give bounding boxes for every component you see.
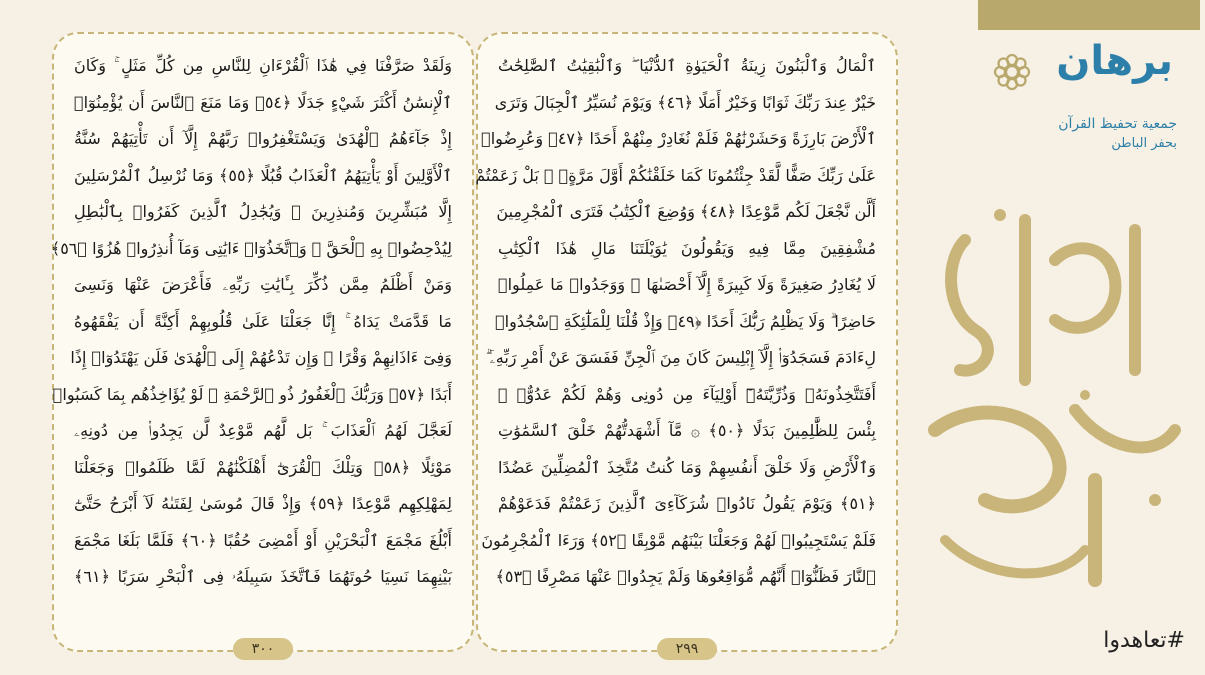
verse-line: لِيُدْحِضُوا۟ بِهِ ٱلْحَقَّ ۖ وَٱتَّخَذُوٓا۟ ءَايَٰتِى وَمَآ أُنذِرُوا۟ هُزُوًا ﴿٥٦﴾ [50, 238, 452, 258]
verse-line: لِمَهْلِكِهِم مَّوْعِدًا ﴿٥٩﴾ وَإِذْ قَالَ مُوسَىٰ لِفَتَىٰهُ لَآ أَبْرَحُ حَتَّىٰٓ [74, 494, 453, 513]
verse-line: وَٱلْأَرْضِ وَلَا خَلْقَ أَنفُسِهِمْ وَمَا كُنتُ مُتَّخِذَ ٱلْمُضِلِّينَ عَضُدًا [498, 457, 876, 477]
verse-line: لَعَجَّلَ لَهُمُ ٱلْعَذَابَ ۚ بَل لَّهُم مَّوْعِدٌ لَّن يَجِدُوا۟ مِن دُونِهِۦ [74, 421, 452, 440]
verse-line: ٱلْمَالُ وَٱلْبَنُونَ زِينَةُ ٱلْحَيَوٰةِ ٱلدُّنْيَا ۖ وَٱلْبَٰقِيَٰتُ ٱلصَّٰلِحَٰتُ [498, 56, 876, 75]
verse-line: خَيْرٌ عِندَ رَبِّكَ ثَوَابًا وَخَيْرٌ أَمَلًا ﴿٤٦﴾ وَيَوْمَ نُسَيِّرُ ٱلْجِبَالَ وَتَرَى [494, 92, 876, 112]
verse-line: ٱلْإِنسَٰنُ أَكْثَرَ شَيْءٍ جَدَلًا ﴿٥٤﴾ وَمَا مَنَعَ ٱلنَّاسَ أَن يُؤْمِنُوٓا۟ [74, 92, 453, 112]
verse-line: ٱلْأَرْضَ بَارِزَةً وَحَشَرْنَٰهُمْ فَلَمْ نُغَادِرْ مِنْهُمْ أَحَدًا ﴿٤٧﴾ وَعُرِضُوا۟ [481, 129, 876, 148]
verse-line: أَبْلُغَ مَجْمَعَ ٱلْبَحْرَيْنِ أَوْ أَمْضِىَ حُقُبًا ﴿٦٠﴾ فَلَمَّا بَلَغَا مَجْمَعَ [74, 530, 453, 550]
campaign-title-calligraphy [905, 200, 1205, 600]
verse-line: وَمَنْ أَظْلَمُ مِمَّن ذُكِّرَ بِـَٔايَٰتِ رَبِّهِۦ فَأَعْرَضَ عَنْهَا وَنَسِىَ [74, 275, 452, 294]
verse-line: أَلَّن نَّجْعَلَ لَكُم مَّوْعِدًا ﴿٤٨﴾ وَوُضِعَ ٱلْكِتَٰبُ فَتَرَى ٱلْمُجْرِمِينَ [496, 202, 876, 221]
quran-page-299 [475, 32, 898, 657]
verse-line: أَبَدًا ﴿٥٧﴾ وَرَبُّكَ ٱلْغَفُورُ ذُو ٱلرَّحْمَةِ ۖ لَوْ يُؤَاخِذُهُم بِمَا كَسَبُوا۟ [52, 384, 452, 404]
verse-line: أَفَتَتَّخِذُونَهُۥ وَذُرِّيَّتَهُۥٓ أَوْلِيَآءَ مِن دُونِى وَهُمْ لَكُمْ عَدُوٌّۢ ۚ [498, 384, 876, 404]
verse-line: إِلَّا مُبَشِّرِينَ وَمُنذِرِينَ ۚ وَيُجَٰدِلُ ٱلَّذِينَ كَفَرُوا۟ بِٱلْبَٰطِلِ [74, 202, 452, 221]
verse-line: وَفِىٓ ءَاذَانِهِمْ وَقْرًا ۖ وَإِن تَدْعُهُمْ إِلَى ٱلْهُدَىٰ فَلَن يَهْتَدُوٓا۟ إِذًا [70, 348, 452, 367]
hashtag-text: #تعاهدوا [1103, 628, 1185, 653]
verse-line: لَا يُغَادِرُ صَغِيرَةً وَلَا كَبِيرَةً إِلَّآ أَحْصَىٰهَا ۚ وَوَجَدُوا۟ مَا عَمِلُوا۟ [498, 275, 876, 294]
verse-line: إِذْ جَآءَهُمُ ٱلْهُدَىٰ وَيَسْتَغْفِرُوا۟ رَبَّهُمْ إِلَّآ أَن تَأْتِيَهُمْ سُنَّةُ [74, 129, 452, 148]
page-number: ٢٩٩ [657, 638, 717, 660]
brand-panel [925, 0, 1200, 675]
logo-wordmark: برهان [1056, 38, 1173, 84]
page-number: ٣٠٠ [233, 638, 293, 660]
verse-line: حَاضِرًا ۗ وَلَا يَظْلِمُ رَبُّكَ أَحَدًا ﴿٤٩﴾ وَإِذْ قُلْنَا لِلْمَلَٰٓئِكَةِ ٱسْجُدُوا۟ [495, 311, 876, 331]
verse-line: مَا قَدَّمَتْ يَدَاهُ ۚ إِنَّا جَعَلْنَا عَلَىٰ قُلُوبِهِمْ أَكِنَّةً أَن يَفْقَهُوهُ [74, 311, 452, 331]
org-name: جمعية تحفيظ القرآن [1058, 116, 1177, 132]
verse-line: ﴿٥١﴾ وَيَوْمَ يَقُولُ نَادُوا۟ شُرَكَآءِىَ ٱلَّذِينَ زَعَمْتُمْ فَدَعَوْهُمْ [498, 494, 876, 513]
verse-line: عَلَىٰ رَبِّكَ صَفًّا لَّقَدْ جِئْتُمُونَا كَمَا خَلَقْنَٰكُمْ أَوَّلَ مَرَّةٍۭ ۚ بَلْ زَعَمْتُمْ [475, 165, 876, 185]
verse-line: بِئْسَ لِلظَّٰلِمِينَ بَدَلًا ﴿٥٠﴾ ۞ مَّآ أَشْهَدتُّهُمْ خَلْقَ ٱلسَّمَٰوَٰتِ [498, 421, 877, 440]
calligraphy-art-icon [905, 200, 1205, 600]
campaign-title-text [905, 200, 906, 201]
verse-line: ٱلنَّارَ فَظَنُّوٓا۟ أَنَّهُم مُّوَاقِعُوهَا وَلَمْ يَجِدُوا۟ عَنْهَا مَصْرِفًا ﴿٥٣﴾ [495, 567, 876, 586]
verse-line: لِءَادَمَ فَسَجَدُوٓا۟ إِلَّآ إِبْلِيسَ كَانَ مِنَ ٱلْجِنِّ فَفَسَقَ عَنْ أَمْرِ رَبِّهِۦٓ ۗ [485, 348, 876, 367]
verse-line: وَلَقَدْ صَرَّفْنَا فِي هَٰذَا ٱلْقُرْءَانِ لِلنَّاسِ مِن كُلِّ مَثَلٍ ۚ وَكَانَ [74, 56, 452, 75]
verse-line: ٱلْأَوَّلِينَ أَوْ يَأْتِيَهُمُ ٱلْعَذَابُ قُبُلًا ﴿٥٥﴾ وَمَا نُرْسِلُ ٱلْمُرْسَلِينَ [74, 165, 452, 185]
verse-line: مُشْفِقِينَ مِمَّا فِيهِ وَيَقُولُونَ يَٰوَيْلَتَنَا مَالِ هَٰذَا ٱلْكِتَٰبِ [498, 238, 876, 258]
top-accent-bar [978, 0, 1200, 30]
verse-line: فَلَمْ يَسْتَجِيبُوا۟ لَهُمْ وَجَعَلْنَا بَيْنَهُم مَّوْبِقًا ﴿٥٢﴾ وَرَءَا ٱلْمُجْرِمُونَ [481, 530, 876, 550]
verse-line: بَيْنِهِمَا نَسِيَا حُوتَهُمَا فَٱتَّخَذَ سَبِيلَهُۥ فِى ٱلْبَحْرِ سَرَبًا ﴿٦١﴾ [74, 567, 452, 586]
verse-line: مَوْئِلًا ﴿٥٨﴾ وَتِلْكَ ٱلْقُرَىٰٓ أَهْلَكْنَٰهُمْ لَمَّا ظَلَمُوا۟ وَجَعَلْنَا [74, 457, 453, 477]
quran-page-300 [50, 32, 474, 657]
org-city: بحفر الباطن [1111, 136, 1177, 151]
